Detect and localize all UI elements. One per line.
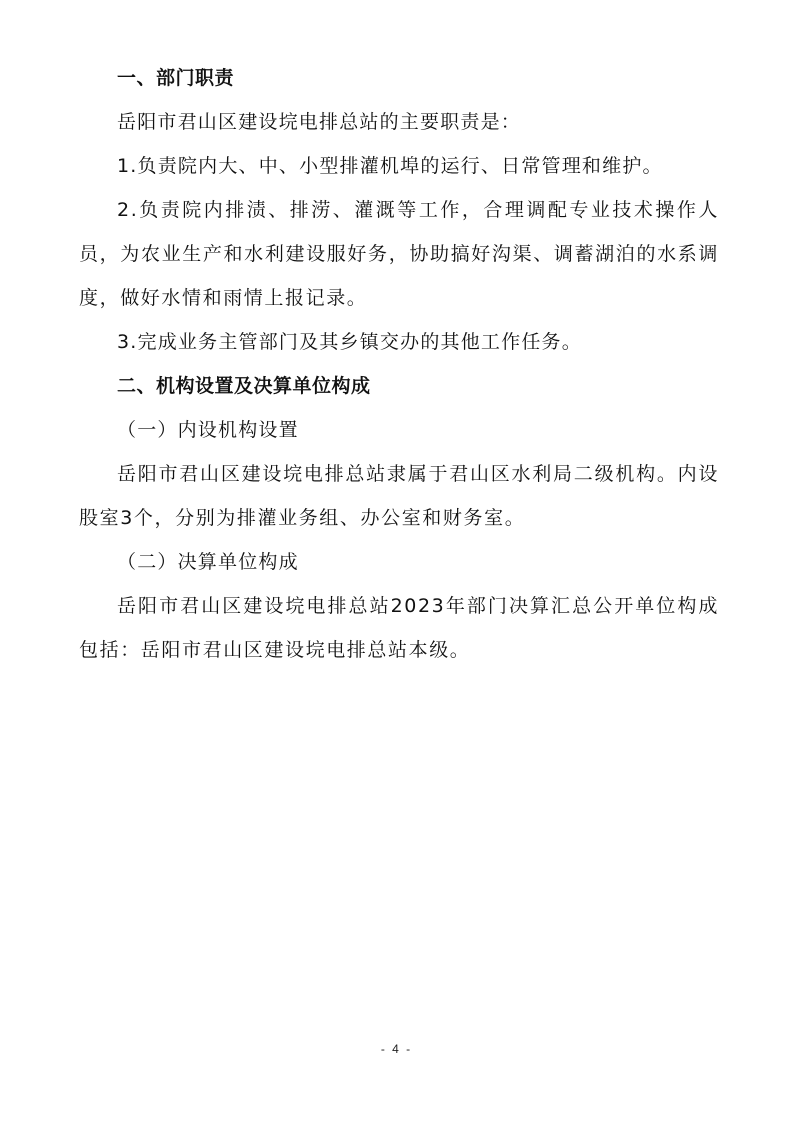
- duty-item-3: 3.完成业务主管部门及其乡镇交办的其他工作任务。: [117, 331, 582, 353]
- duty-item-1: 1.负责院内大、中、小型排灌机埠的运行、日常管理和维护。: [117, 155, 663, 177]
- duty-item-2: 2.负责院内排渍、排涝、灌溉等工作，合理调配专业技术操作人员，为农业生产和水利建设服好务，协助搞好沟渠、调蓄湖泊的水系调度，做好水情和雨情上报记录。: [79, 199, 719, 309]
- document-body: [79, 56, 719, 672]
- section-heading-duties: 一、部门职责: [117, 67, 235, 89]
- subsection-title-units: （二）决算单位构成: [117, 551, 299, 573]
- internal-structure-text: 岳阳市君山区建设垸电排总站隶属于君山区水利局二级机构。内设股室3个，分别为排灌业务组、办公室和财务室。: [79, 463, 719, 529]
- duties-intro: 岳阳市君山区建设垸电排总站的主要职责是：: [117, 111, 522, 133]
- units-composition-text: 岳阳市君山区建设垸电排总站2023年部门决算汇总公开单位构成包括：岳阳市君山区建设垸电排总站本级。: [79, 595, 719, 661]
- subsection-title-internal: （一）内设机构设置: [117, 419, 299, 441]
- section-heading-organization: 二、机构设置及决算单位构成: [117, 375, 371, 397]
- page-number: - 4 -: [380, 1042, 413, 1056]
